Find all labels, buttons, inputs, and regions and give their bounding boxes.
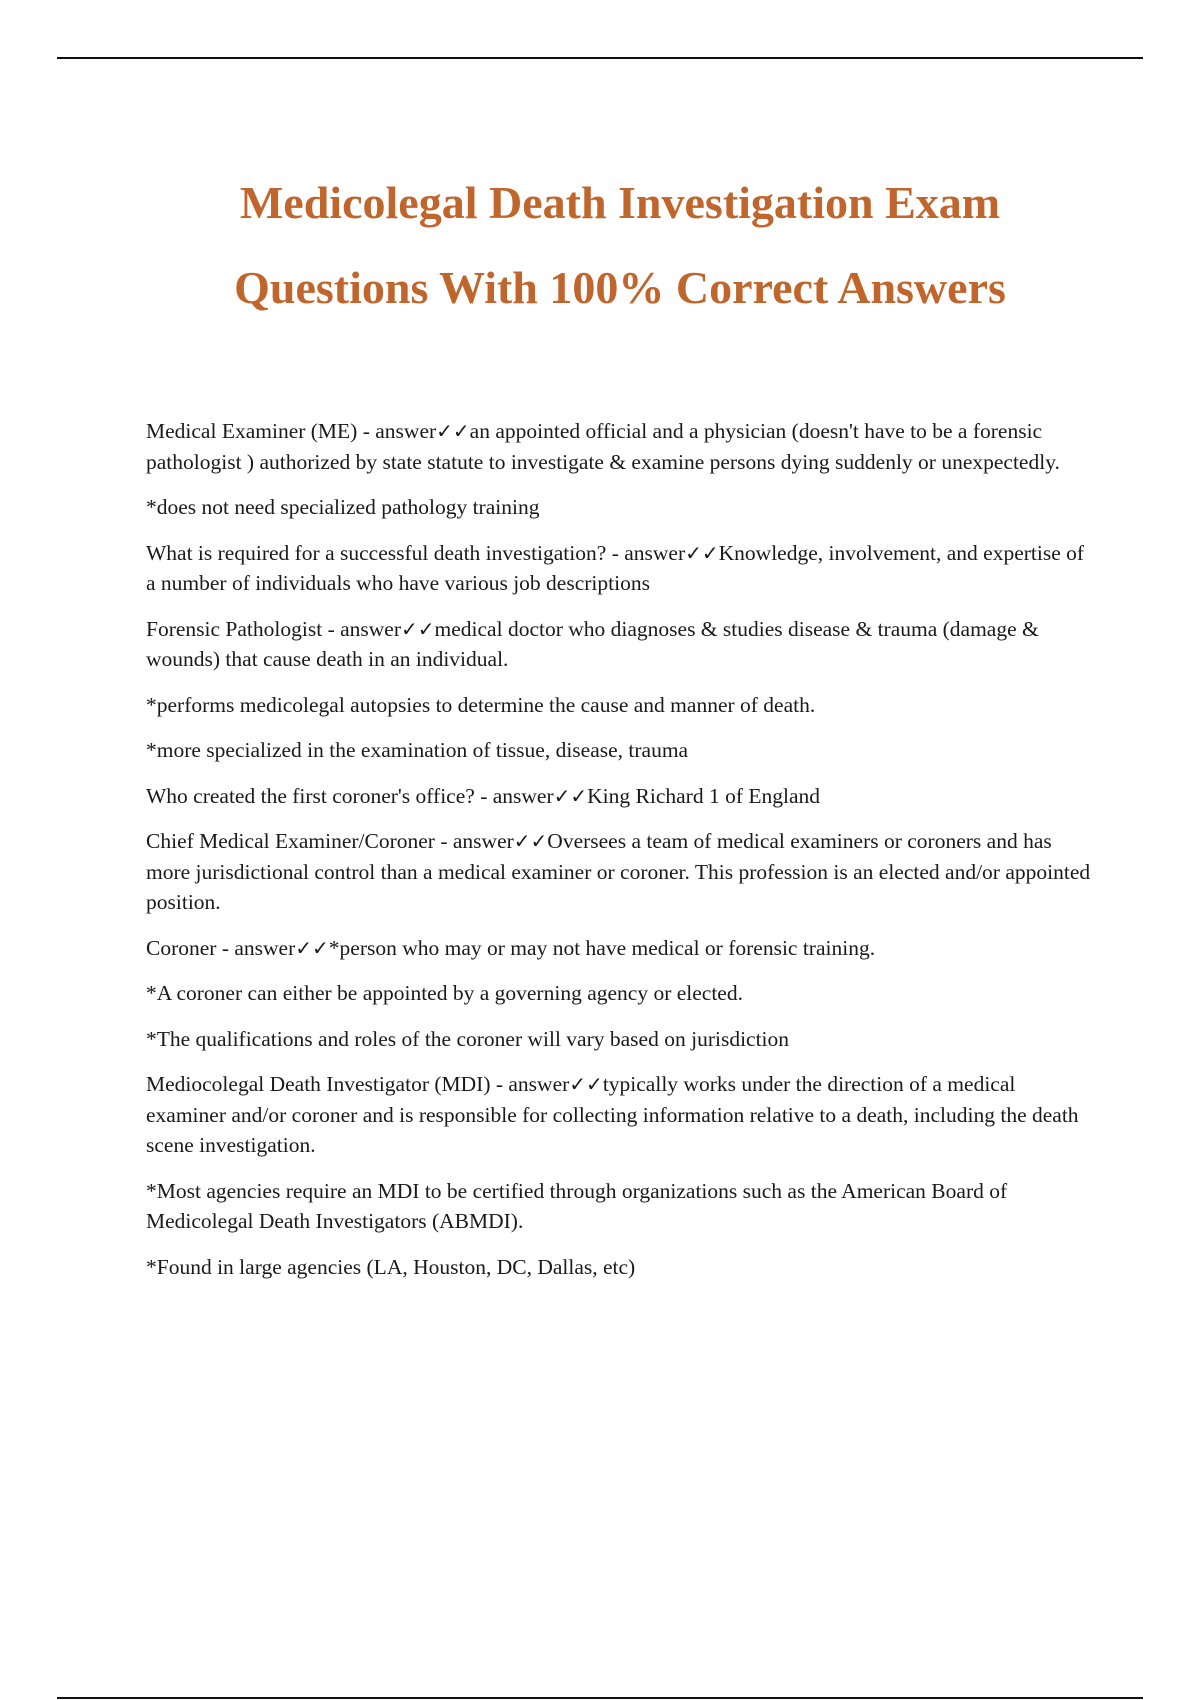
- note-paragraph: *A coroner can either be appointed by a governing agency or elected.: [146, 981, 743, 1005]
- qa-paragraph: [146, 1069, 1096, 1161]
- checkmark-icon: ✓✓: [685, 540, 719, 565]
- checkmark-icon: ✓✓: [513, 829, 548, 853]
- answer-text: Oversees a team of medical examiners or coroners and has more jurisdictional control than a medical examiner or coroner. This profession is an elected and/or appointed position.: [146, 829, 1091, 914]
- answer-separator: - answer: [322, 616, 401, 641]
- qa-paragraph: [146, 781, 1096, 812]
- note-paragraph: *Most agencies require an MDI to be certified through organizations such as the American Board of Medicolegal Death Investigators (ABMDI).: [146, 1178, 1008, 1233]
- qa-paragraph: [146, 416, 1096, 477]
- answer-text: *person who may or may not have medical or forensic training.: [328, 935, 876, 960]
- answer-separator: - answer: [606, 540, 686, 565]
- note-paragraph: *performs medicolegal autopsies to determine the cause and manner of death.: [146, 692, 816, 717]
- qa-paragraph: [146, 538, 1096, 599]
- question-term: Coroner: [146, 935, 217, 960]
- qa-paragraph: [146, 614, 1096, 675]
- note-paragraph: *The qualifications and roles of the coroner will vary based on jurisdiction: [146, 1026, 790, 1051]
- answer-text: Knowledge, involvement, and expertise of a number of individuals who have various job descriptions: [146, 540, 1085, 595]
- checkmark-icon: ✓✓: [295, 935, 329, 960]
- answer-separator: - answer: [357, 419, 437, 443]
- answer-text: an appointed official and a physician (doesn't have to be a forensic pathologist ) authorized by state statute to investigate & examine persons dying suddenly or unexpectedly.: [146, 419, 1060, 474]
- qa-paragraph: [146, 826, 1096, 918]
- question-term: Who created the first coroner's office?: [146, 783, 475, 808]
- question-term: Chief Medical Examiner/Coroner: [146, 829, 435, 853]
- title-line-2: Questions With 100% Correct Answers: [234, 262, 1006, 313]
- checkmark-icon: ✓✓: [436, 419, 470, 443]
- top-rule: [57, 57, 1143, 59]
- question-term: What is required for a successful death investigation?: [146, 540, 607, 565]
- answer-text: typically works under the direction of a medical examiner and/or coroner and is responsible for collecting information relative to a death, including the death scene investigation.: [146, 1072, 1079, 1157]
- note-paragraph: *does not need specialized pathology training: [146, 495, 540, 519]
- checkmark-icon: ✓✓: [401, 616, 435, 641]
- answer-text: King Richard 1 of England: [587, 783, 821, 808]
- bottom-rule: [57, 1697, 1143, 1699]
- checkmark-icon: ✓✓: [569, 1072, 603, 1096]
- note-paragraph: *more specialized in the examination of tissue, disease, trauma: [146, 738, 689, 762]
- checkmark-icon: ✓✓: [553, 783, 588, 808]
- answer-separator: - answer: [490, 1072, 570, 1096]
- question-term: Forensic Pathologist: [146, 616, 323, 641]
- qa-paragraph: [146, 933, 1096, 964]
- answer-text: medical doctor who diagnoses & studies disease & trauma (damage & wounds) that cause death in an individual.: [146, 616, 1039, 671]
- answer-separator: - answer: [474, 783, 554, 808]
- note-paragraph: *Found in large agencies (LA, Houston, DC, Dallas, etc): [146, 1254, 636, 1279]
- document-title: [100, 160, 1140, 330]
- answer-separator: - answer: [216, 935, 296, 960]
- question-term: Mediocolegal Death Investigator (MDI): [146, 1072, 491, 1096]
- question-term: Medical Examiner (ME): [146, 419, 358, 443]
- title-line-1: Medicolegal Death Investigation Exam: [239, 177, 1001, 228]
- answer-separator: - answer: [434, 829, 514, 853]
- document-body: [146, 416, 1096, 1297]
